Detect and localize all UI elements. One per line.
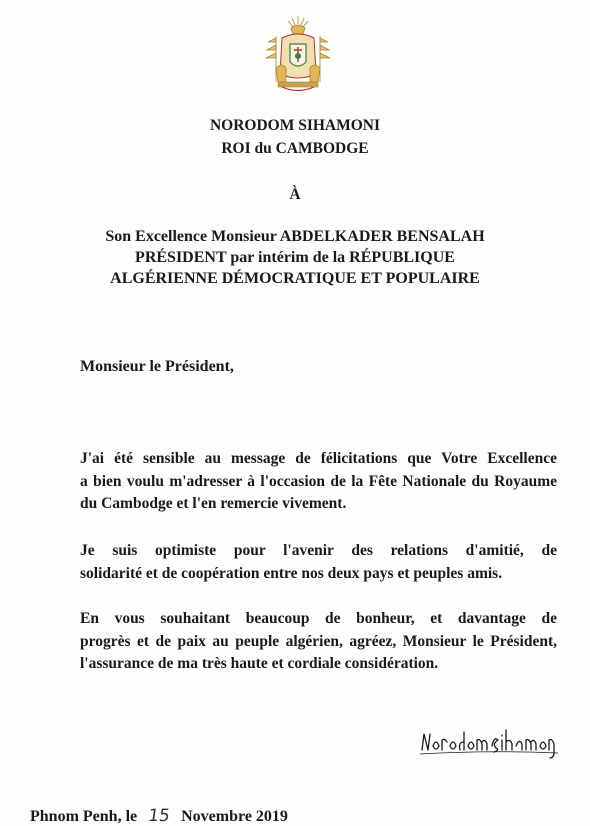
paragraph-line: En vous souhaitant beaucoup de bonheur, et davantage de [80,610,557,627]
paragraph-line: J'ai été sensible au message de félicitations que Votre Excellence [80,450,557,467]
paragraph-line: l'assurance de ma très haute et cordiale considération. [80,655,439,672]
salutation: Monsieur le Président, [80,358,234,375]
paragraph [80,540,557,585]
royal-coat-of-arms-icon [262,12,334,96]
paragraph [80,448,557,516]
paragraph-line: progrès et de paix au peuple algérien, agréez, Monsieur le Président, [80,632,557,650]
paragraph-line: Je suis optimiste pour l'avenir des relations d'amitié, de [80,542,557,559]
signature-icon [418,720,560,760]
paragraph [80,608,557,676]
addressee-block [0,226,590,289]
addressee-line: ALGÉRIENNE DÉMOCRATIQUE ET POPULAIRE [110,270,480,287]
addressee-line: Son Excellence Monsieur ABDELKADER BENSALAH [105,228,485,245]
addressee-line: PRÉSIDENT par intérim de la RÉPUBLIQUE [135,249,455,266]
sender-name: NORODOM SIHAMONI [209,117,381,134]
place-date [30,806,288,826]
sender-title: ROI du CAMBODGE [221,140,369,157]
handwritten-day: 15 [146,806,172,826]
place-prefix: Phnom Penh, le [30,808,138,825]
to-label: À [289,186,301,203]
month-year: Novembre 2019 [181,808,288,825]
paragraph-line: solidarité et de coopération entre nos deux pays et peuples amis. [80,564,503,582]
paragraph-line: a bien voulu m'adresser à l'occasion de la Fête Nationale du Royaume [80,472,557,490]
paragraph-line: du Cambodge et l'en remercie vivement. [80,495,347,512]
